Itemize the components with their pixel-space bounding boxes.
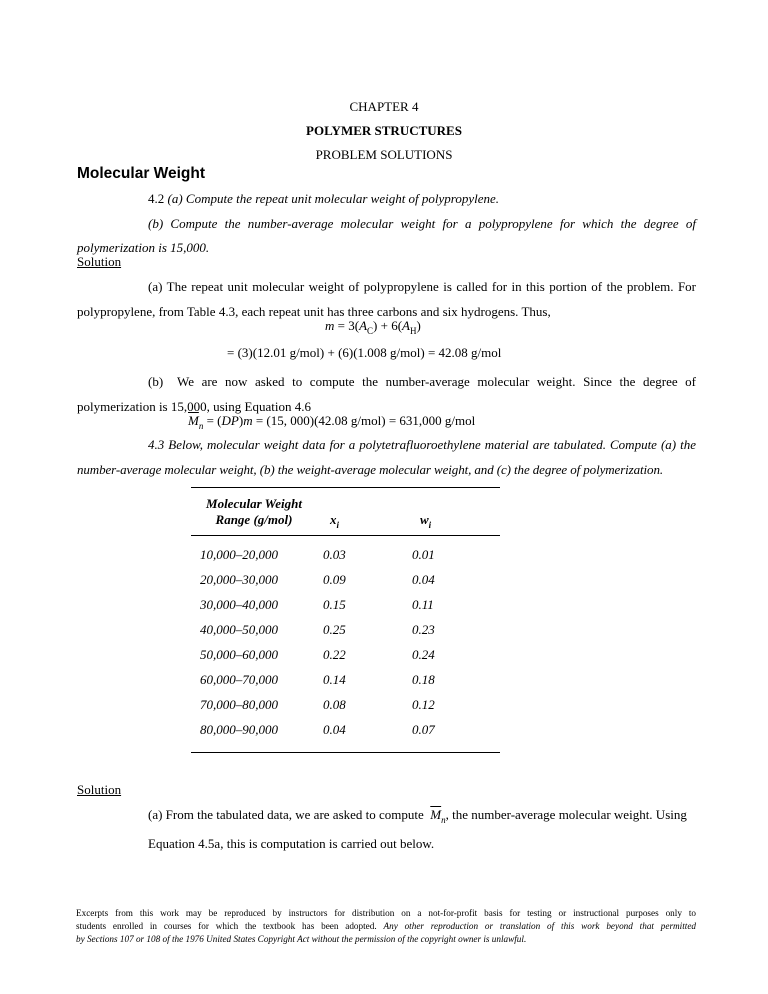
eq-subscript: n [198,421,204,431]
problem-4-2-part-b-line1: (b) Compute the number-average molecular weight for a polypropylene for which the degree of [148,216,696,231]
footer-text: students enrolled in courses for which the textbook has been adopted. [76,921,377,931]
chapter-label: CHAPTER 4 [349,99,419,114]
cell-x: 0.08 [323,697,346,712]
table-header-rule [191,535,500,536]
section-heading: Molecular Weight [77,165,206,182]
eq-symbol-dp: DP [221,413,239,428]
equation-number-average-mw [188,413,475,429]
cell-x: 0.09 [323,572,346,587]
cell-range: 70,000–80,000 [200,697,278,712]
header-line: Range (g/mol) [215,512,293,527]
cell-w: 0.07 [412,722,435,737]
solution-label-2: Solution [77,782,122,797]
header-subscript: i [336,520,340,530]
eq-subscript: n [441,815,446,825]
problem-4-2-part-a [148,187,499,211]
table-bottom-rule [191,752,500,753]
problem-4-2-part-b-line2: polymerization is 15,000. [77,240,210,255]
cell-w: 0.24 [412,647,435,662]
cell-range: 80,000–90,000 [200,722,278,737]
problem-number: 4.2 [148,191,165,206]
solution-2-line1 [148,807,687,823]
footer-line3: by Sections 107 or 108 of the 1976 United States Copyright Act without the permission of the copyright owner is unlawful. [76,934,527,944]
solution-text: , the number-average molecular weight. Using [445,807,687,822]
cell-x: 0.15 [323,597,346,612]
table-header-w [420,512,431,528]
table-header-range [201,496,307,528]
solution-2-line2: Equation 4.5a, this is computation is carried out below. [148,836,435,851]
cell-range: 10,000–20,000 [200,547,278,562]
table-top-rule [191,487,500,488]
eq-symbol-m: m [243,413,253,428]
solution-label: Solution [77,254,122,269]
eq-text: ) [238,413,244,428]
eq-text: ) + 6( [373,318,403,333]
eq-symbol-m-bar: $\overline{M}$ [188,413,199,428]
cell-range: 40,000–50,000 [200,622,278,637]
problem-text: (a) Compute the repeat unit molecular weight of polypropylene. [167,191,500,206]
cell-range: 30,000–40,000 [200,597,278,612]
header-subscript: i [428,520,432,530]
cell-w: 0.04 [412,572,435,587]
footer-line1: Excerpts from this work may be reproduced by instructors for distribution on a not-for-profit basis for testing or instructional purposes only to [76,908,696,918]
header-symbol: w [420,512,429,527]
eq-text: = (15, 000)(42.08 g/mol) = 631,000 g/mol [252,413,476,428]
solution-b-line1: We are now asked to compute the number-average molecular weight. Since the degree of [177,374,696,389]
eq-symbol-m-bar: $\overline{M}$ [430,807,442,822]
cell-x: 0.14 [323,672,346,687]
header-symbol: x [330,512,337,527]
equation-repeat-unit-result: = (3)(12.01 g/mol) + (6)(1.008 g/mol) = 42.08 g/mol [227,345,502,360]
header-line: Molecular Weight [206,496,302,511]
cell-x: 0.04 [323,722,346,737]
solution-text: (a) From the tabulated data, we are asked to compute [148,807,424,822]
chapter-title: POLYMER STRUCTURES [306,123,462,138]
chapter-subtitle: PROBLEM SOLUTIONS [315,147,453,162]
cell-w: 0.23 [412,622,435,637]
cell-w: 0.11 [412,597,434,612]
cell-w: 0.12 [412,697,435,712]
eq-symbol-a: A [359,318,368,333]
solution-b-label: (b) [148,374,164,389]
problem-4-3-line2: number-average molecular weight, (b) the weight-average molecular weight, and (c) the degree of polymerization. [77,462,664,477]
cell-w: 0.01 [412,547,435,562]
footer-text-italic: Any other reproduction or translation of this work beyond that permitted [383,921,696,931]
eq-symbol-a: A [402,318,410,333]
solution-a-line2: polypropylene, from Table 4.3, each repeat unit has three carbons and six hydrogens. Thus, [77,304,551,319]
cell-w: 0.18 [412,672,435,687]
solution-b-line2: polymerization is 15,000, using Equation 4.6 [77,399,311,414]
cell-x: 0.22 [323,647,346,662]
eq-text: ) [416,318,421,333]
eq-symbol-m: m [325,318,335,333]
footer-line2 [76,920,696,933]
problem-4-3-line1: 4.3 Below, molecular weight data for a polytetrafluoroethylene material are tabulated. Compute (a) the [148,437,696,452]
solution-a-line1: (a) The repeat unit molecular weight of polypropylene is called for in this portion of the problem. For [148,279,696,294]
table-header-x [330,512,339,528]
eq-text: = ( [203,413,222,428]
cell-range: 60,000–70,000 [200,672,278,687]
eq-subscript: C [367,326,374,336]
cell-range: 50,000–60,000 [200,647,278,662]
eq-text: = 3( [334,318,360,333]
cell-range: 20,000–30,000 [200,572,278,587]
cell-x: 0.03 [323,547,346,562]
eq-subscript: H [409,326,417,336]
equation-repeat-unit-mw [325,318,421,334]
cell-x: 0.25 [323,622,346,637]
